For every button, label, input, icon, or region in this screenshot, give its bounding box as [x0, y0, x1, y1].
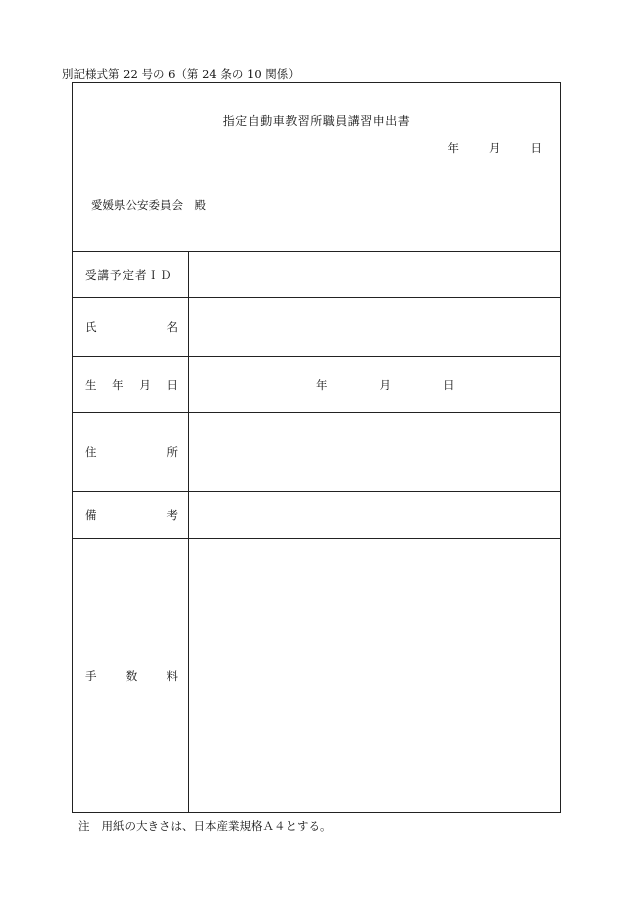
row-birth-date [73, 357, 560, 413]
field-remarks[interactable] [189, 492, 560, 538]
label-char: 年 [112, 377, 124, 392]
label-trainee-id: 受講予定者ＩＤ [73, 252, 189, 297]
label-char: 所 [166, 445, 178, 459]
row-name [73, 298, 560, 357]
label-char: 数 [125, 668, 138, 683]
label-char: 氏 [85, 320, 97, 334]
birth-day-unit: 日 [443, 377, 455, 392]
note-prefix: 注 [78, 819, 90, 833]
field-birth-date[interactable] [189, 357, 560, 412]
label-char: 備 [85, 508, 97, 522]
birth-year-unit: 年 [316, 377, 328, 392]
label-char: 手 [85, 668, 97, 683]
date-month-unit: 月 [489, 141, 501, 155]
label-name [73, 298, 189, 356]
date-year-unit: 年 [447, 141, 459, 155]
form-number: 別記様式第 22 号の 6（第 24 条の 10 関係） [62, 67, 300, 81]
addressee: 愛媛県公安委員会 殿 [91, 198, 206, 212]
application-form [72, 82, 561, 813]
label-address [73, 413, 189, 491]
document-title: 指定自動車教習所職員講習申出書 [222, 114, 411, 128]
row-remarks [73, 492, 560, 539]
footnote [78, 818, 332, 834]
label-remarks [73, 492, 189, 538]
label-char: 生 [85, 377, 97, 392]
birth-month-unit: 月 [379, 377, 391, 392]
field-trainee-id[interactable] [189, 252, 560, 297]
label-char: 名 [166, 320, 178, 334]
field-fee-stamp-area[interactable] [189, 539, 560, 812]
label-char: 月 [139, 377, 151, 392]
submission-date [448, 140, 543, 156]
row-trainee-id [73, 252, 560, 298]
row-fee [73, 539, 560, 812]
label-birth-date [73, 357, 189, 412]
form-header [73, 83, 560, 252]
label-char: 住 [85, 445, 97, 459]
date-day-unit: 日 [530, 141, 542, 155]
label-char: 料 [166, 668, 178, 683]
field-address[interactable] [189, 413, 560, 491]
label-char: 日 [166, 377, 178, 392]
label-fee [73, 539, 189, 812]
field-name[interactable] [189, 298, 560, 356]
note-text: 用紙の大きさは、日本産業規格Ａ４とする。 [101, 819, 332, 833]
birth-date-units [189, 357, 560, 412]
label-char: 考 [166, 508, 178, 522]
row-address [73, 413, 560, 492]
